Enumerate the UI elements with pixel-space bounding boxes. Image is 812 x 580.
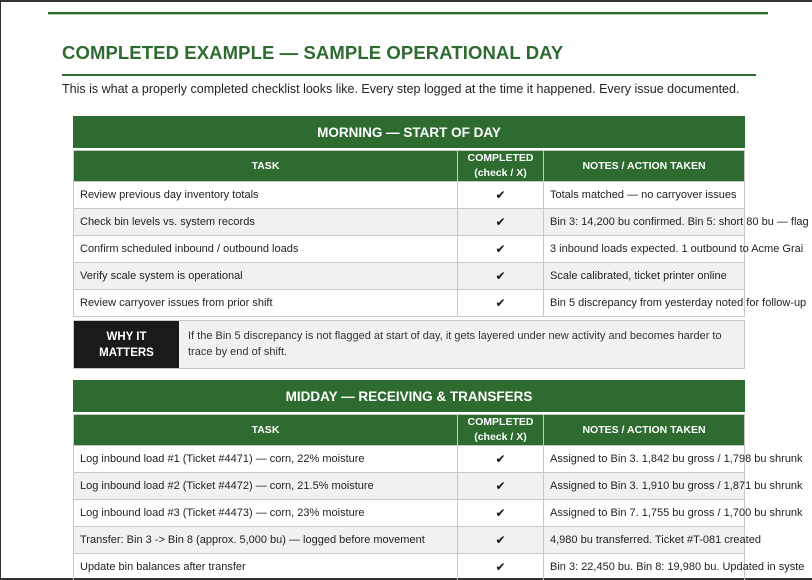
checkmark-icon: ✔: [458, 209, 544, 235]
checkmark-icon: ✔: [458, 236, 544, 262]
column-header-task: TASK: [74, 151, 458, 181]
table-row: [73, 473, 803, 500]
column-header-completed: [458, 415, 544, 445]
task-cell: Verify scale system is operational: [74, 263, 458, 289]
why-label-line2: MATTERS: [99, 346, 154, 359]
notes-cell: Bin 3: 14,200 bu confirmed. Bin 5: short 80 bu — flag: [550, 216, 809, 228]
notes-cell: 4,980 bu transferred. Ticket #T-081 created: [550, 534, 761, 546]
task-cell: Update bin balances after transfer: [74, 554, 458, 580]
section-midday: [73, 380, 805, 580]
notes-cell: Scale calibrated, ticket printer online: [550, 270, 727, 282]
checkmark-icon: ✔: [458, 500, 544, 526]
why-it-matters-callout: [73, 320, 745, 369]
completed-header-line2: (check / X): [474, 167, 527, 179]
notes-cell: 3 inbound loads expected. 1 outbound to Acme Grai: [550, 243, 804, 255]
why-label-line1: WHY IT: [106, 330, 147, 343]
table-row: [73, 290, 807, 317]
notes-cell: Bin 3: 22,450 bu. Bin 8: 19,980 bu. Updated in syste: [550, 561, 805, 573]
column-header-task: TASK: [74, 415, 458, 445]
table-row: [73, 446, 803, 473]
table-row: [73, 236, 804, 263]
checkmark-icon: ✔: [458, 554, 544, 580]
task-cell: Log inbound load #2 (Ticket #4472) — corn, 21.5% moisture: [74, 473, 458, 499]
task-cell: Log inbound load #3 (Ticket #4473) — corn, 23% moisture: [74, 500, 458, 526]
column-header-notes: NOTES / ACTION TAKEN: [544, 415, 744, 445]
window-top-border: [0, 0, 812, 2]
window-left-border: [0, 0, 1, 580]
notes-cell: Assigned to Bin 3. 1,842 bu gross / 1,798 bu shrunk: [550, 453, 803, 465]
why-it-matters-label: [74, 321, 179, 368]
table-row: [73, 527, 761, 554]
table-row: [73, 263, 745, 290]
table-row: [73, 554, 805, 580]
completed-header-line1: COMPLETED: [467, 152, 534, 164]
column-header-notes: NOTES / ACTION TAKEN: [544, 151, 744, 181]
notes-cell: Assigned to Bin 7. 1,755 bu gross / 1,700 bu shrunk: [550, 507, 803, 519]
column-header-row: [73, 150, 745, 182]
page-title: COMPLETED EXAMPLE — SAMPLE OPERATIONAL DAY: [62, 42, 564, 63]
task-cell: Check bin levels vs. system records: [74, 209, 458, 235]
checkmark-icon: ✔: [458, 182, 544, 208]
column-header-completed: [458, 151, 544, 181]
notes-cell: Bin 5 discrepancy from yesterday noted for follow-up: [550, 297, 807, 309]
table-row: [73, 182, 745, 209]
notes-cell: Assigned to Bin 3. 1,910 bu gross / 1,871 bu shrunk: [550, 480, 803, 492]
completed-header-line1: COMPLETED: [467, 416, 534, 428]
task-cell: Log inbound load #1 (Ticket #4471) — corn, 22% moisture: [74, 446, 458, 472]
table-row: [73, 500, 803, 527]
task-cell: Review previous day inventory totals: [74, 182, 458, 208]
top-divider: [48, 12, 768, 15]
checkmark-icon: ✔: [458, 527, 544, 553]
checkmark-icon: ✔: [458, 263, 544, 289]
why-it-matters-text: If the Bin 5 discrepancy is not flagged at start of day, it gets layered under new activity and becomes harder to trace by end of shift.: [188, 330, 722, 358]
intro-text: This is what a properly completed checklist looks like. Every step logged at the time it happened. Every issue documented.: [62, 82, 740, 96]
title-divider: [62, 74, 756, 76]
section-morning: [73, 116, 809, 317]
checkmark-icon: ✔: [458, 446, 544, 472]
task-cell: Review carryover issues from prior shift: [74, 290, 458, 316]
task-cell: Transfer: Bin 3 -> Bin 8 (approx. 5,000 bu) — logged before movement: [74, 527, 458, 553]
completed-header-line2: (check / X): [474, 431, 527, 443]
table-row: [73, 209, 809, 236]
checkmark-icon: ✔: [458, 290, 544, 316]
column-header-row: [73, 414, 745, 446]
checkmark-icon: ✔: [458, 473, 544, 499]
notes-cell: Totals matched — no carryover issues: [550, 189, 737, 201]
task-cell: Confirm scheduled inbound / outbound loads: [74, 236, 458, 262]
section-title: MIDDAY — RECEIVING & TRANSFERS: [73, 380, 745, 412]
section-title: MORNING — START OF DAY: [73, 116, 745, 148]
